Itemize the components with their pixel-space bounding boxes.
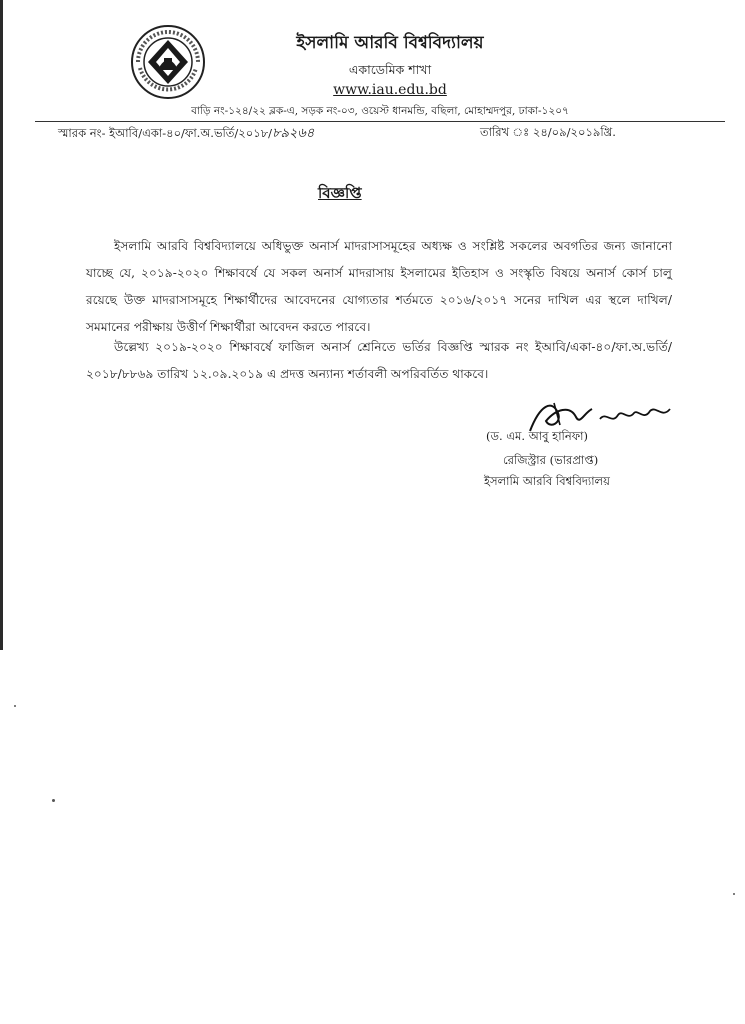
memo-reference-handwritten: ৮৯২৬৪ <box>272 126 315 141</box>
university-seal-icon <box>130 24 206 100</box>
signatory-organization: ইসলামি আরবি বিশ্ববিদ্যালয় <box>484 474 610 488</box>
branch-name: একাডেমিক শাখা <box>348 62 432 77</box>
scan-speck <box>14 705 16 707</box>
address: বাড়ি নং-১২৪/২২ ব্লক-এ, সড়ক নং-০৩, ওয়েস্ট ধানমন্ডি, বছিলা, মোহাম্মদপুর, ঢাকা-১২০৭ <box>191 105 569 117</box>
scan-speck <box>733 893 735 895</box>
body-paragraph-2: উল্লেখ্য ২০১৯-২০২০ শিক্ষাবর্ষে ফাজিল অনার্স শ্রেনিতে ভর্তির বিজ্ঞপ্তি স্মারক নং ইআবি/একা-৪০/ফা.অ.ভর্তি/২০১৮/৮৮৬৯ তারিখ ১২.০৯.২০১৯ এ প্রদত্ত অন্যান্য শর্তাবলী অপরিবর্তিত থাকবে। <box>86 340 672 381</box>
memo-date: তারিখ ঃ ২৪/০৯/২০১৯খ্রি. <box>480 125 616 139</box>
scan-left-edge <box>0 0 3 650</box>
memo-reference <box>58 124 314 145</box>
university-name: ইসলামি আরবি বিশ্ববিদ্যালয় <box>296 33 484 53</box>
signatory-designation: রেজিস্ট্রার (ভারপ্রাপ্ত) <box>503 453 599 467</box>
scan-speck <box>52 799 55 802</box>
signatory-name: (ড. এম. আবু হানিফা) <box>486 429 588 443</box>
header-divider <box>35 121 725 122</box>
body-paragraph-1: ইসলামি আরবি বিশ্ববিদ্যালয়ে অধিভুক্ত অনার্স মাদরাসাসমূহের অধ্যক্ষ ও সংশ্লিষ্ট সকলের অবগতির জন্য জানানো যাচ্ছে যে, ২০১৯-২০২০ শিক্ষাবর্ষে যে সকল অনার্স মাদরাসায় ইসলামের ইতিহাস ও সংস্কৃতি বিষয়ে অনার্স কোর্স চালু রয়েছে উক্ত মাদরাসাসমূহে শিক্ষার্থীদের আবেদনের যোগ্যতার শর্তমতে ২০১৬/২০১৭ সনের দাখিল এর স্থলে দাখিল/সমমানের পরীক্ষায় উত্তীর্ণ শিক্ষার্থীরা আবেদন করতে পারবে। <box>86 239 672 334</box>
notice-title: বিজ্ঞপ্তি <box>318 184 362 202</box>
memo-reference-text: স্মারক নং- ইআবি/একা-৪০/ফা.অ.ভর্তি/২০১৮/ <box>58 126 273 140</box>
website-link[interactable]: www.iau.edu.bd <box>333 82 447 98</box>
